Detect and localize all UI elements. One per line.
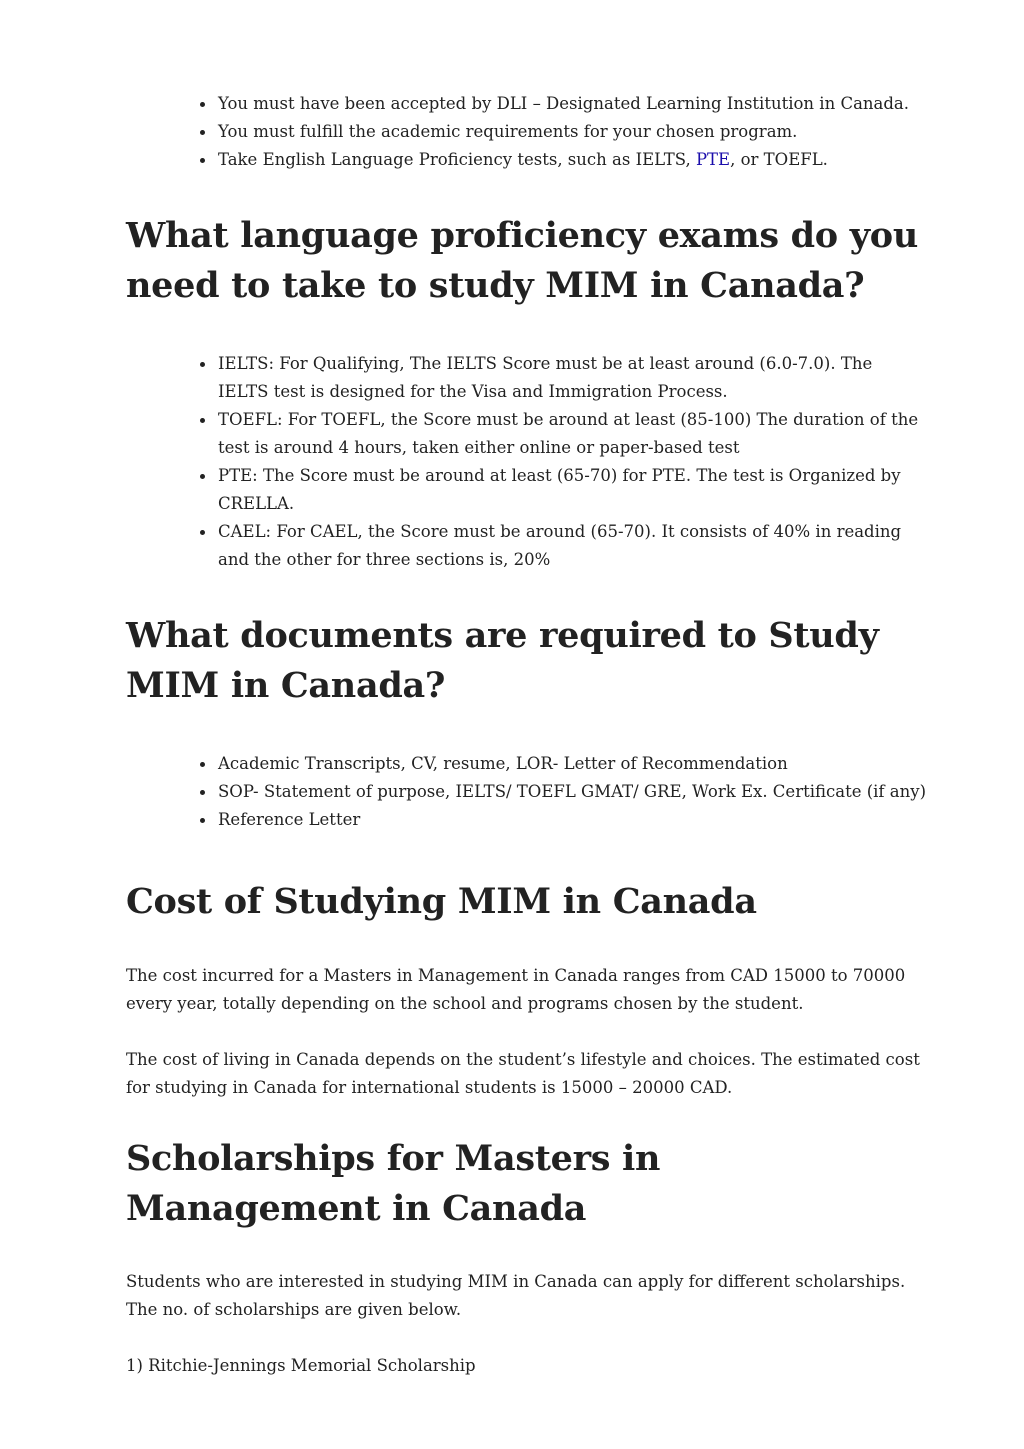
requirements-list	[126, 90, 926, 174]
cost-paragraph: The cost of living in Canada depends on the student’s lifestyle and choices. The estimated cost for studying in Canada for international students is 15000 – 20000 CAD.	[126, 1050, 920, 1097]
section-heading-language-exams: What language proficiency exams do you need to take to study MIM in Canada?	[126, 215, 918, 306]
language-exams-list	[126, 350, 926, 574]
list-item-text: , or TOEFL.	[730, 150, 828, 169]
section-heading-scholarships: Scholarships for Masters in Management in Canada	[126, 1138, 661, 1229]
section-heading-cost: Cost of Studying MIM in Canada	[126, 881, 757, 922]
list-item: CAEL: For CAEL, the Score must be around (65-70). It consists of 40% in reading and the other for three sections is, 20%	[218, 518, 926, 574]
list-item	[218, 146, 926, 174]
list-item-text: Take English Language Proficiency tests, such as IELTS,	[218, 150, 696, 169]
list-item: PTE: The Score must be around at least (65-70) for PTE. The test is Organized by CRELLA.	[218, 462, 926, 518]
document-page	[126, 90, 926, 1380]
list-item: TOEFL: For TOEFL, the Score must be around at least (85-100) The duration of the test is around 4 hours, taken either online or paper-based test	[218, 406, 926, 462]
section-heading-documents: What documents are required to Study MIM in Canada?	[126, 615, 879, 706]
list-item: IELTS: For Qualifying, The IELTS Score must be at least around (6.0-7.0). The IELTS test is designed for the Visa and Immigration Process.	[218, 350, 926, 406]
list-item: Academic Transcripts, CV, resume, LOR- Letter of Recommendation	[218, 750, 926, 778]
list-item: You must have been accepted by DLI – Designated Learning Institution in Canada.	[218, 90, 926, 118]
list-item: You must fulfill the academic requirements for your chosen program.	[218, 118, 926, 146]
scholarship-paragraph: Students who are interested in studying MIM in Canada can apply for different scholarships. The no. of scholarships are given below.	[126, 1272, 906, 1319]
pte-link[interactable]: PTE	[695, 150, 731, 169]
documents-list	[126, 750, 926, 834]
list-item: Reference Letter	[218, 806, 926, 834]
cost-paragraph: The cost incurred for a Masters in Management in Canada ranges from CAD 15000 to 70000 every year, totally depending on the school and programs chosen by the student.	[126, 966, 906, 1013]
scholarship-item: 1) Ritchie-Jennings Memorial Scholarship	[126, 1356, 476, 1375]
list-item: SOP- Statement of purpose, IELTS/ TOEFL GMAT/ GRE, Work Ex. Certificate (if any)	[218, 778, 926, 806]
